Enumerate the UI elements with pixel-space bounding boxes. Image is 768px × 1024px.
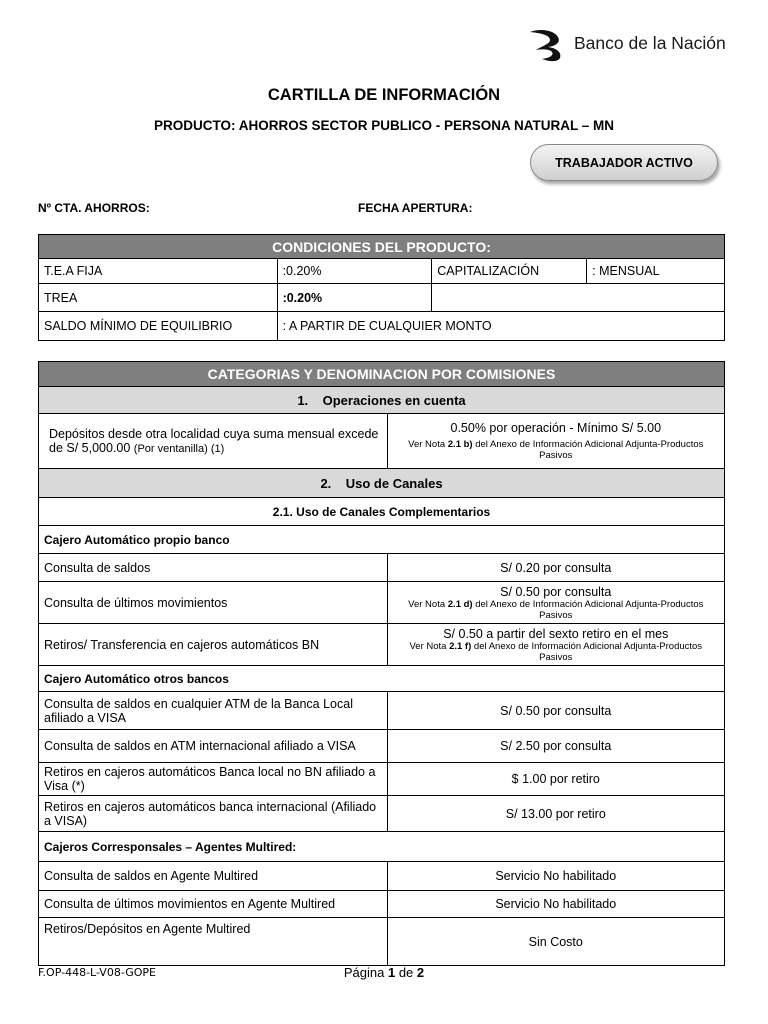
fee-label: Retiros en cajeros automáticos Banca local no BN afiliado a Visa (*) xyxy=(39,763,388,796)
fee-value: Sin Costo xyxy=(387,918,724,966)
subsection-complementary: 2.1. Uso de Canales Complementarios xyxy=(39,498,725,526)
empty-cell xyxy=(432,284,725,312)
tea-label: T.E.A FIJA xyxy=(39,259,278,284)
group-agents: Cajeros Corresponsales – Agentes Multired: xyxy=(39,832,725,862)
conditions-heading: CONDICIONES DEL PRODUCTO: xyxy=(39,235,725,259)
fees-table xyxy=(38,361,725,966)
deposit-label-note: (Por ventanilla) (1) xyxy=(133,442,225,455)
product-title: PRODUCTO: AHORROS SECTOR PUBLICO - PERSONA NATURAL – MN xyxy=(153,118,615,133)
fees-heading: CATEGORIAS Y DENOMINACION POR COMISIONES xyxy=(39,362,725,387)
account-number-label: Nº CTA. AHORROS: xyxy=(38,201,150,215)
bank-logo-icon xyxy=(528,28,570,62)
fee-value: S/ 0.20 por consulta xyxy=(387,554,724,582)
document-title: CARTILLA DE INFORMACIÓN xyxy=(267,86,501,104)
deposit-label-text: Depósitos desde otra localidad cuya suma mensual excede de S/ 5,000.00 xyxy=(49,426,379,455)
deposit-value-cell xyxy=(387,414,724,469)
bank-name: Banco de la Nación xyxy=(574,33,726,53)
fee-value: $ 1.00 por retiro xyxy=(387,763,724,796)
opening-date-label: FECHA APERTURA: xyxy=(358,201,473,215)
section-title: Operaciones en cuenta xyxy=(322,392,466,408)
fee-label: Consulta de últimos movimientos en Agente Multired xyxy=(39,891,388,918)
fee-value: S/ 0.50 a partir del sexto retiro en el mes xyxy=(443,626,669,641)
deposit-value: 0.50% por operación - Mínimo S/ 5.00 xyxy=(450,421,662,435)
section-operations xyxy=(39,387,725,414)
section-channels xyxy=(39,469,725,498)
group-own-atm: Cajero Automático propio banco xyxy=(39,526,725,554)
capitalization-label: CAPITALIZACIÓN xyxy=(432,259,587,284)
trea-value: :0.20% xyxy=(277,284,432,312)
deposit-label xyxy=(39,414,388,469)
fee-label: Consulta de saldos en cualquier ATM de la Banca Local afiliado a VISA xyxy=(39,692,388,730)
fee-value: Servicio No habilitado xyxy=(387,862,724,891)
fee-value: S/ 0.50 por consulta xyxy=(500,584,612,599)
fee-value-cell xyxy=(387,624,724,666)
fee-value: S/ 0.50 por consulta xyxy=(387,692,724,730)
fee-label: Retiros/Depósitos en Agente Multired xyxy=(39,918,388,966)
fee-label: Consulta de saldos en ATM internacional afiliado a VISA xyxy=(39,730,388,763)
customer-type-badge: TRABAJADOR ACTIVO xyxy=(530,144,718,181)
section-number: 2. xyxy=(320,475,332,491)
fee-value: S/ 2.50 por consulta xyxy=(387,730,724,763)
deposit-note: Ver Nota 2.1 b) del Anexo de Información Adicional Adjunta-Productos Pasivos xyxy=(408,439,704,461)
section-title: Uso de Canales xyxy=(345,475,443,491)
fee-label: Consulta de saldos xyxy=(39,554,388,582)
minimum-balance-value: : A PARTIR DE CUALQUIER MONTO xyxy=(277,312,724,341)
fee-note: Ver Nota 2.1 d) del Anexo de Información Adicional Adjunta-Productos Pasivos xyxy=(408,598,704,621)
fee-label: Consulta de saldos en Agente Multired xyxy=(39,862,388,891)
fee-label: Retiros/ Transferencia en cajeros automáticos BN xyxy=(39,624,388,666)
fee-note: Ver Nota 2.1 f) del Anexo de Información Adicional Adjunta-Productos Pasivos xyxy=(409,640,703,663)
minimum-balance-label: SALDO MÍNIMO DE EQUILIBRIO xyxy=(39,312,278,341)
bank-logo xyxy=(528,28,738,62)
trea-label: TREA xyxy=(39,284,278,312)
group-other-atm: Cajero Automático otros bancos xyxy=(39,666,725,692)
capitalization-value: : MENSUAL xyxy=(587,259,725,284)
conditions-table xyxy=(38,234,725,341)
tea-value: :0.20% xyxy=(277,259,432,284)
page-number: Página 1 de 2 xyxy=(343,965,425,980)
fee-label: Consulta de últimos movimientos xyxy=(39,582,388,624)
fee-value-cell xyxy=(387,582,724,624)
form-code: F.OP-448-L-V08-GOPE xyxy=(38,966,156,979)
fee-label: Retiros en cajeros automáticos banca internacional (Afiliado a VISA) xyxy=(39,796,388,832)
fee-value: S/ 13.00 por retiro xyxy=(387,796,724,832)
section-number: 1. xyxy=(297,392,309,408)
fee-value: Servicio No habilitado xyxy=(387,891,724,918)
